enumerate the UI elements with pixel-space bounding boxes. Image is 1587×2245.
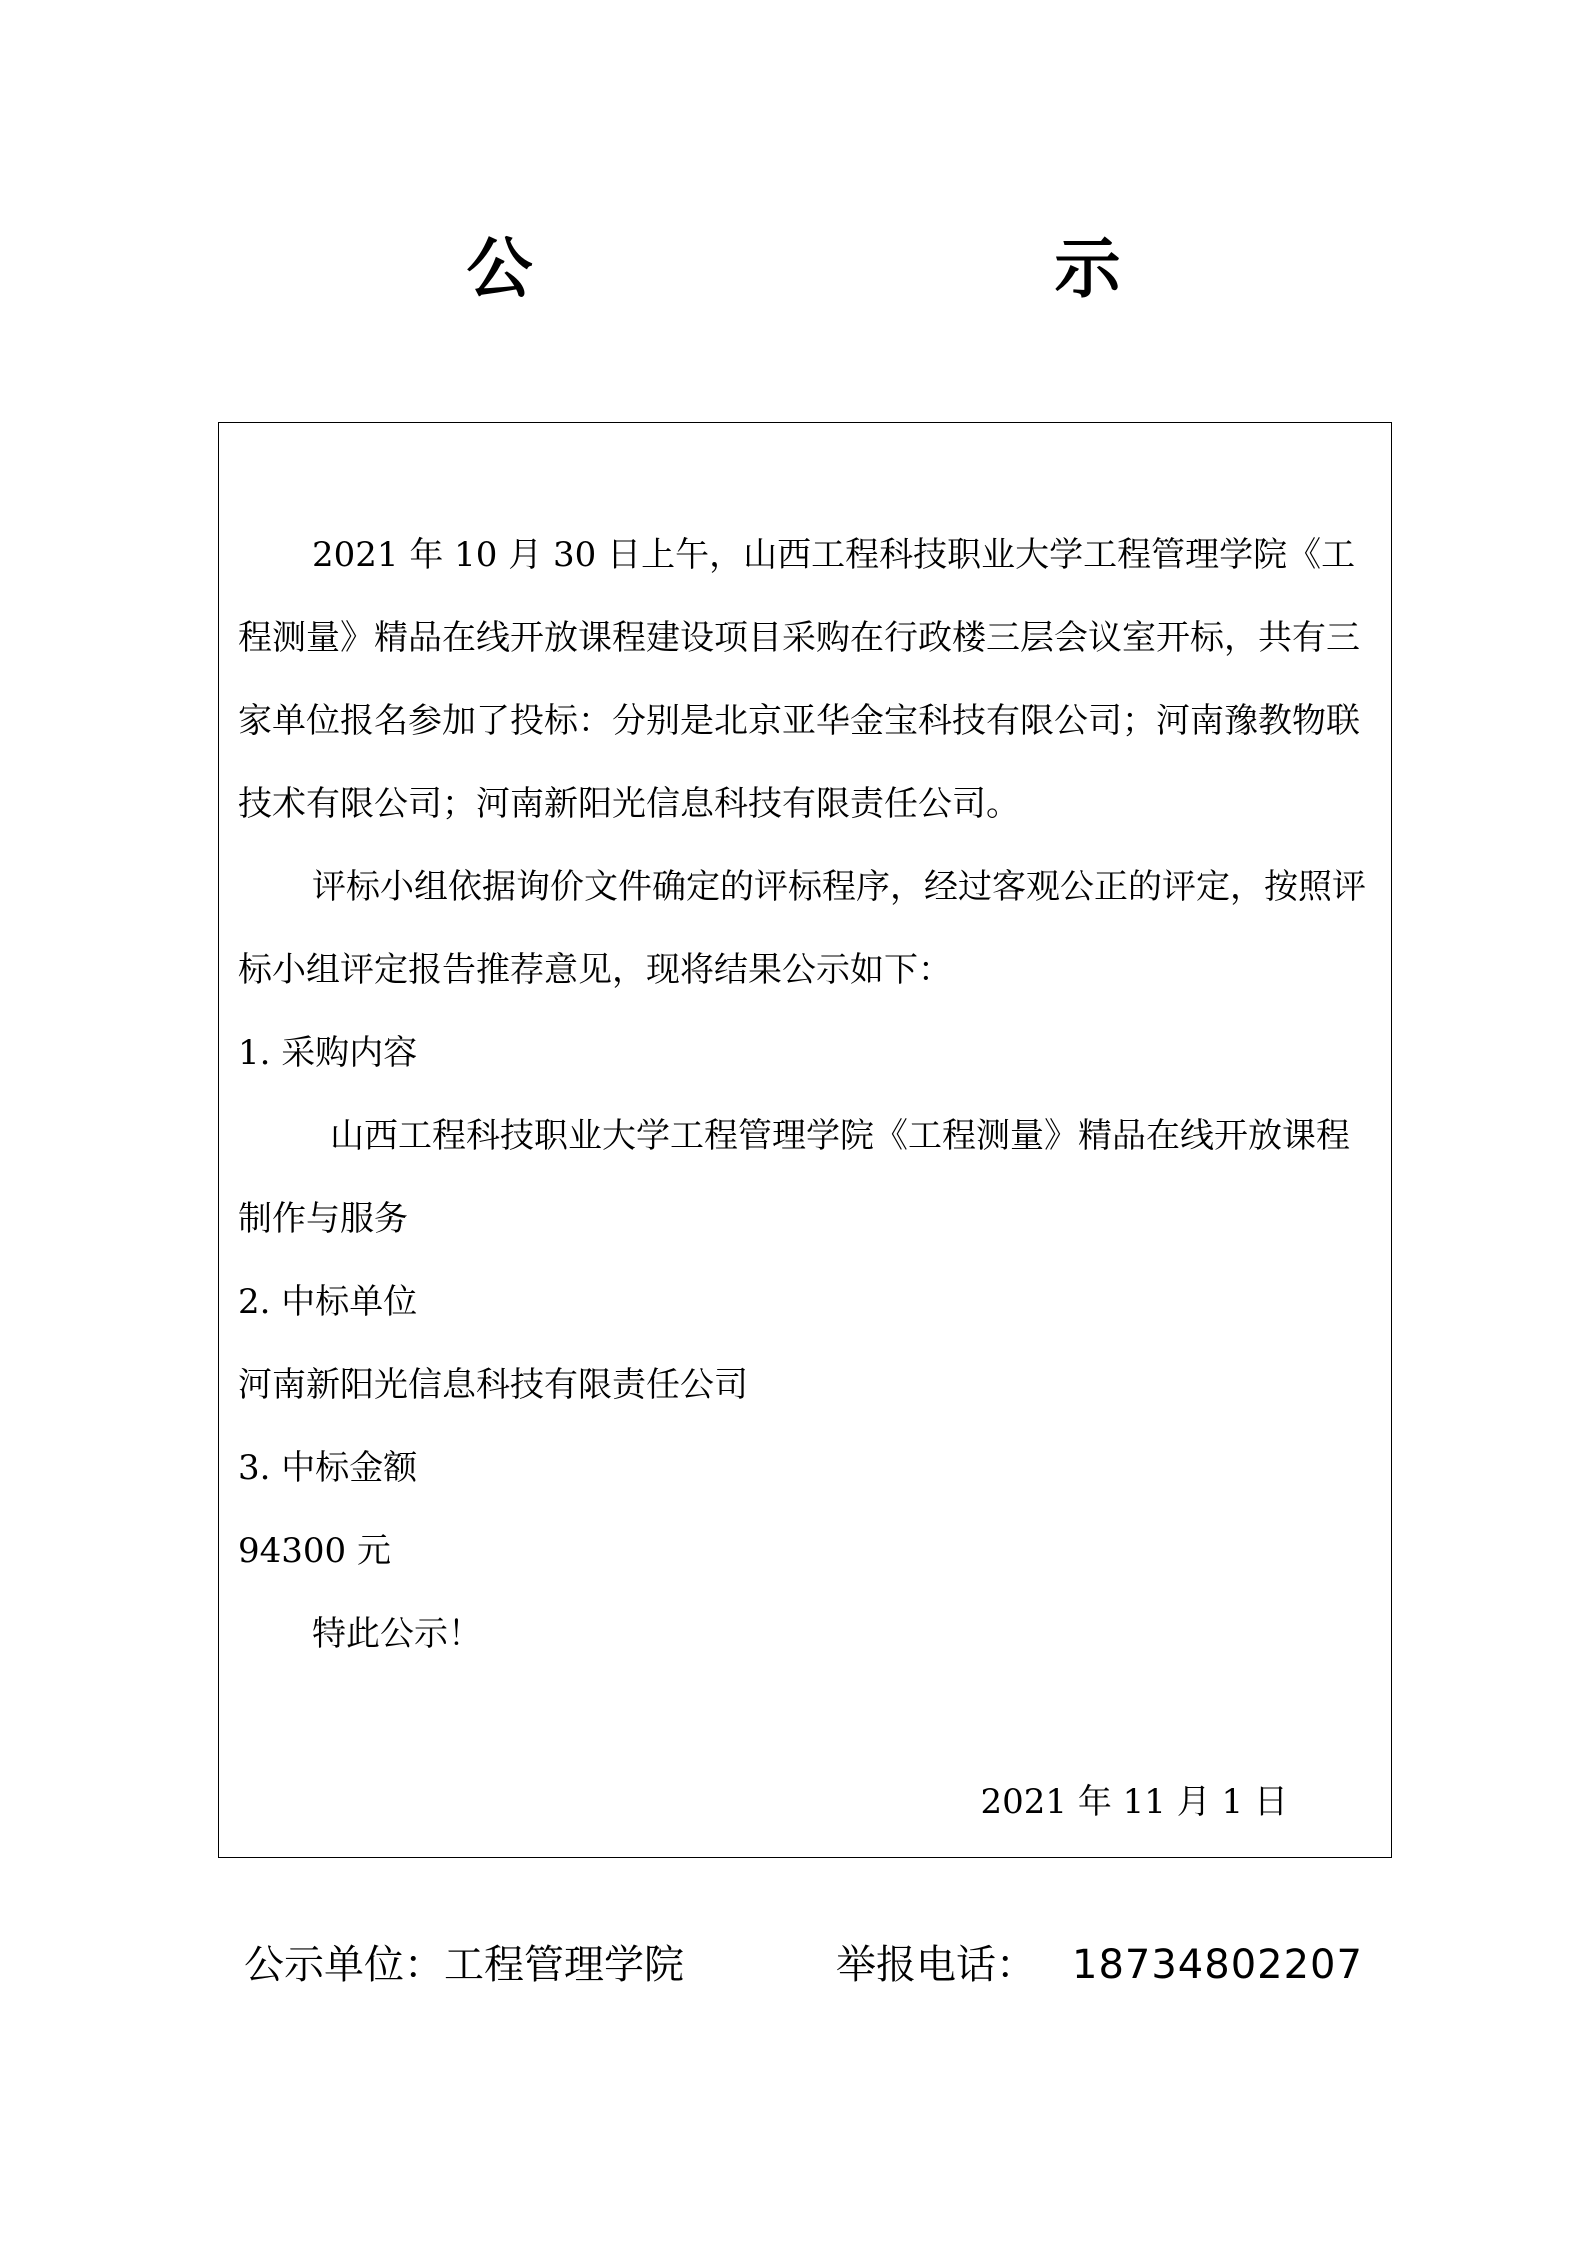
page-title: 公 示 bbox=[466, 229, 1251, 307]
item-text-procurement: 山西工程科技职业大学工程管理学院《工程测量》精品在线开放课程制作与服务 bbox=[238, 1116, 1350, 1239]
notice-date: 2021 年 11 月 1 日 bbox=[980, 1782, 1288, 1822]
item-text-winner: 河南新阳光信息科技有限责任公司 bbox=[238, 1365, 748, 1405]
paragraph-opening: 2021 年 10 月 30 日上午，山西工程科技职业大学工程管理学院《工程测量》精品在线开放课程建设项目采购在行政楼三层会议室开标，共有三家单位报名参加了投标：分别是北京亚华金宝科技有限公司；河南豫教物联技术有限公司；河南新阳光信息科技有限责任公司。 bbox=[238, 535, 1360, 824]
publisher-value: 工程管理学院 bbox=[444, 1942, 684, 1988]
notice-body bbox=[238, 514, 1378, 1676]
report-phone-value: 18734802207 bbox=[1072, 1942, 1363, 1988]
report-phone-label: 举报电话： bbox=[836, 1942, 1036, 1988]
footer-contact bbox=[244, 1935, 1363, 1995]
publisher-label: 公示单位： bbox=[244, 1942, 444, 1988]
item-heading-winner: 2. 中标单位 bbox=[238, 1282, 418, 1322]
item-heading-procurement: 1. 采购内容 bbox=[238, 1033, 418, 1073]
closing-text: 特此公示！ bbox=[312, 1614, 482, 1654]
item-heading-amount: 3. 中标金额 bbox=[238, 1448, 418, 1488]
paragraph-evaluation: 评标小组依据询价文件确定的评标程序，经过客观公正的评定，按照评标小组评定报告推荐意见，现将结果公示如下： bbox=[238, 867, 1366, 990]
item-text-amount: 94300 元 bbox=[238, 1531, 391, 1571]
